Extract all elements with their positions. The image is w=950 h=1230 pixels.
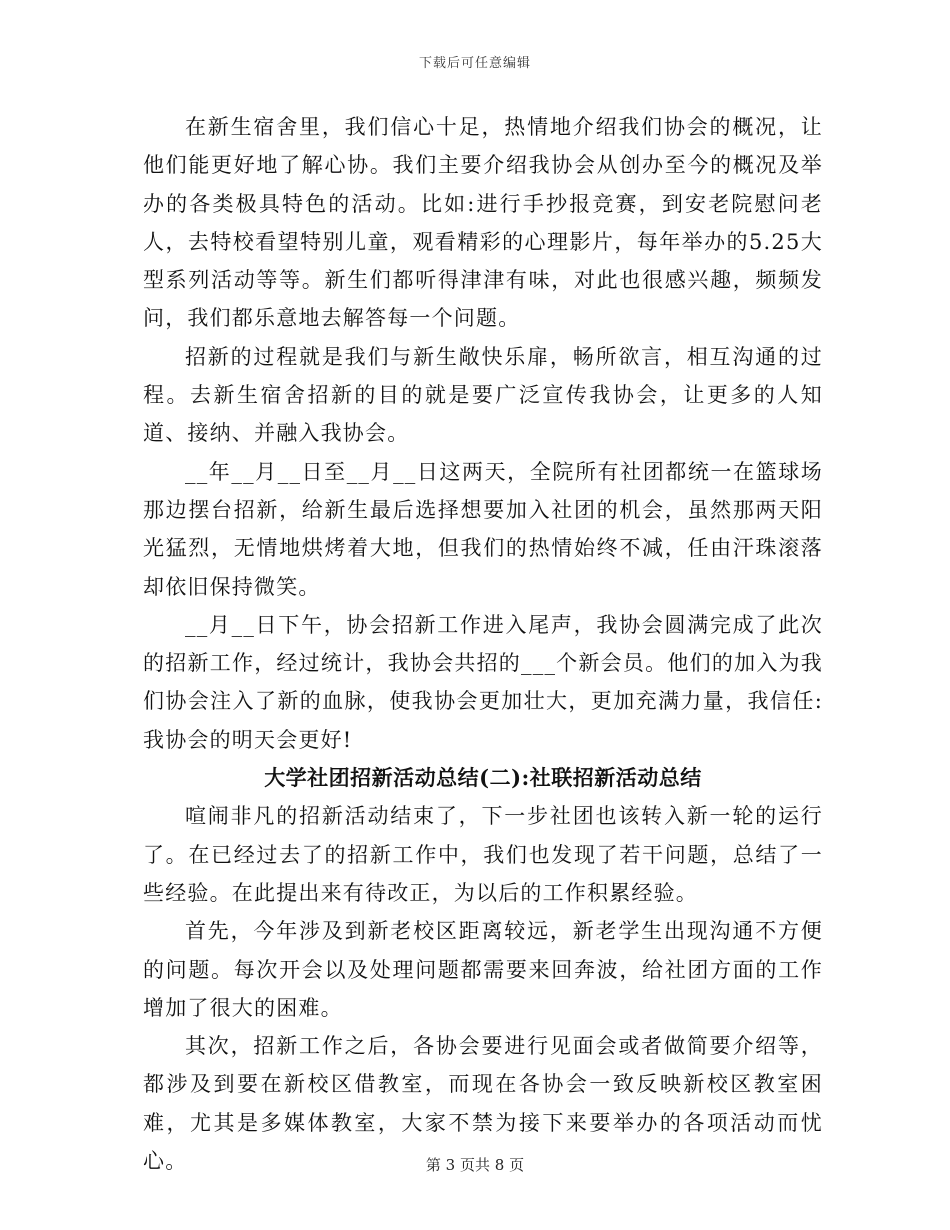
body-paragraph: 招新的过程就是我们与新生敞快乐扉，畅所欲言，相互沟通的过程。去新生宿舍招新的目的就是要广泛宣传我协会，让更多的人知道、接纳、并融入我协会。 [143,344,823,446]
page-header-note: 下载后可任意编辑 [418,56,531,71]
section-heading: 大学社团招新活动总结(二):社联招新活动总结 [264,765,702,791]
body-paragraph: 其次，招新工作之后，各协会要进行见面会或者做简要介绍等，都涉及到要在新校区借教室，而现在各协会一致反映新校区教室困难，尤其是多媒体教室，大家不禁为接下来要举办的各项活动而忧心。 [143,1034,823,1174]
body-paragraph: 首先，今年涉及到新老校区距离较远，新老学生出现沟通不方便的问题。每次开会以及处理问题都需要来回奔波，给社团方面的工作增加了很大的困难。 [143,919,823,1020]
body-paragraph: __年__月__日至__月__日这两天，全院所有社团都统一在篮球场那边摆台招新，给新生最后选择想要加入社团的机会，虽然那两天阳光猛烈，无情地烘烤着大地，但我们的热情始终不减，任由汗珠滚落却依旧保持微笑。 [143,459,823,599]
page-number-footer: 第 3 页共 8 页 [425,1156,525,1174]
body-paragraph: 喧闹非凡的招新活动结束了，下一步社团也该转入新一轮的运行了。在已经过去了的招新工作中，我们也发现了若干问题，总结了一些经验。在此提出来有待改正，为以后的工作积累经验。 [143,804,823,905]
body-paragraph: 在新生宿舍里，我们信心十足，热情地介绍我们协会的概况，让他们能更好地了解心协。我们主要介绍我协会从创办至今的概况及举办的各类极具特色的活动。比如:进行手抄报竞赛，到安老院慰问老人，去特校看望特别儿童，观看精彩的心理影片，每年举办的5.25大型系列活动等等。新生们都听得津津有味，对此也很感兴趣，频频发问，我们都乐意地去解答每一个问题。 [143,115,823,331]
body-paragraph: __月__日下午，协会招新工作进入尾声，我协会圆满完成了此次的招新工作，经过统计，我协会共招的___个新会员。他们的加入为我们协会注入了新的血脉，使我协会更加壮大，更加充满力量，我信任:我协会的明天会更好! [143,612,823,752]
document-body [143,108,823,1180]
